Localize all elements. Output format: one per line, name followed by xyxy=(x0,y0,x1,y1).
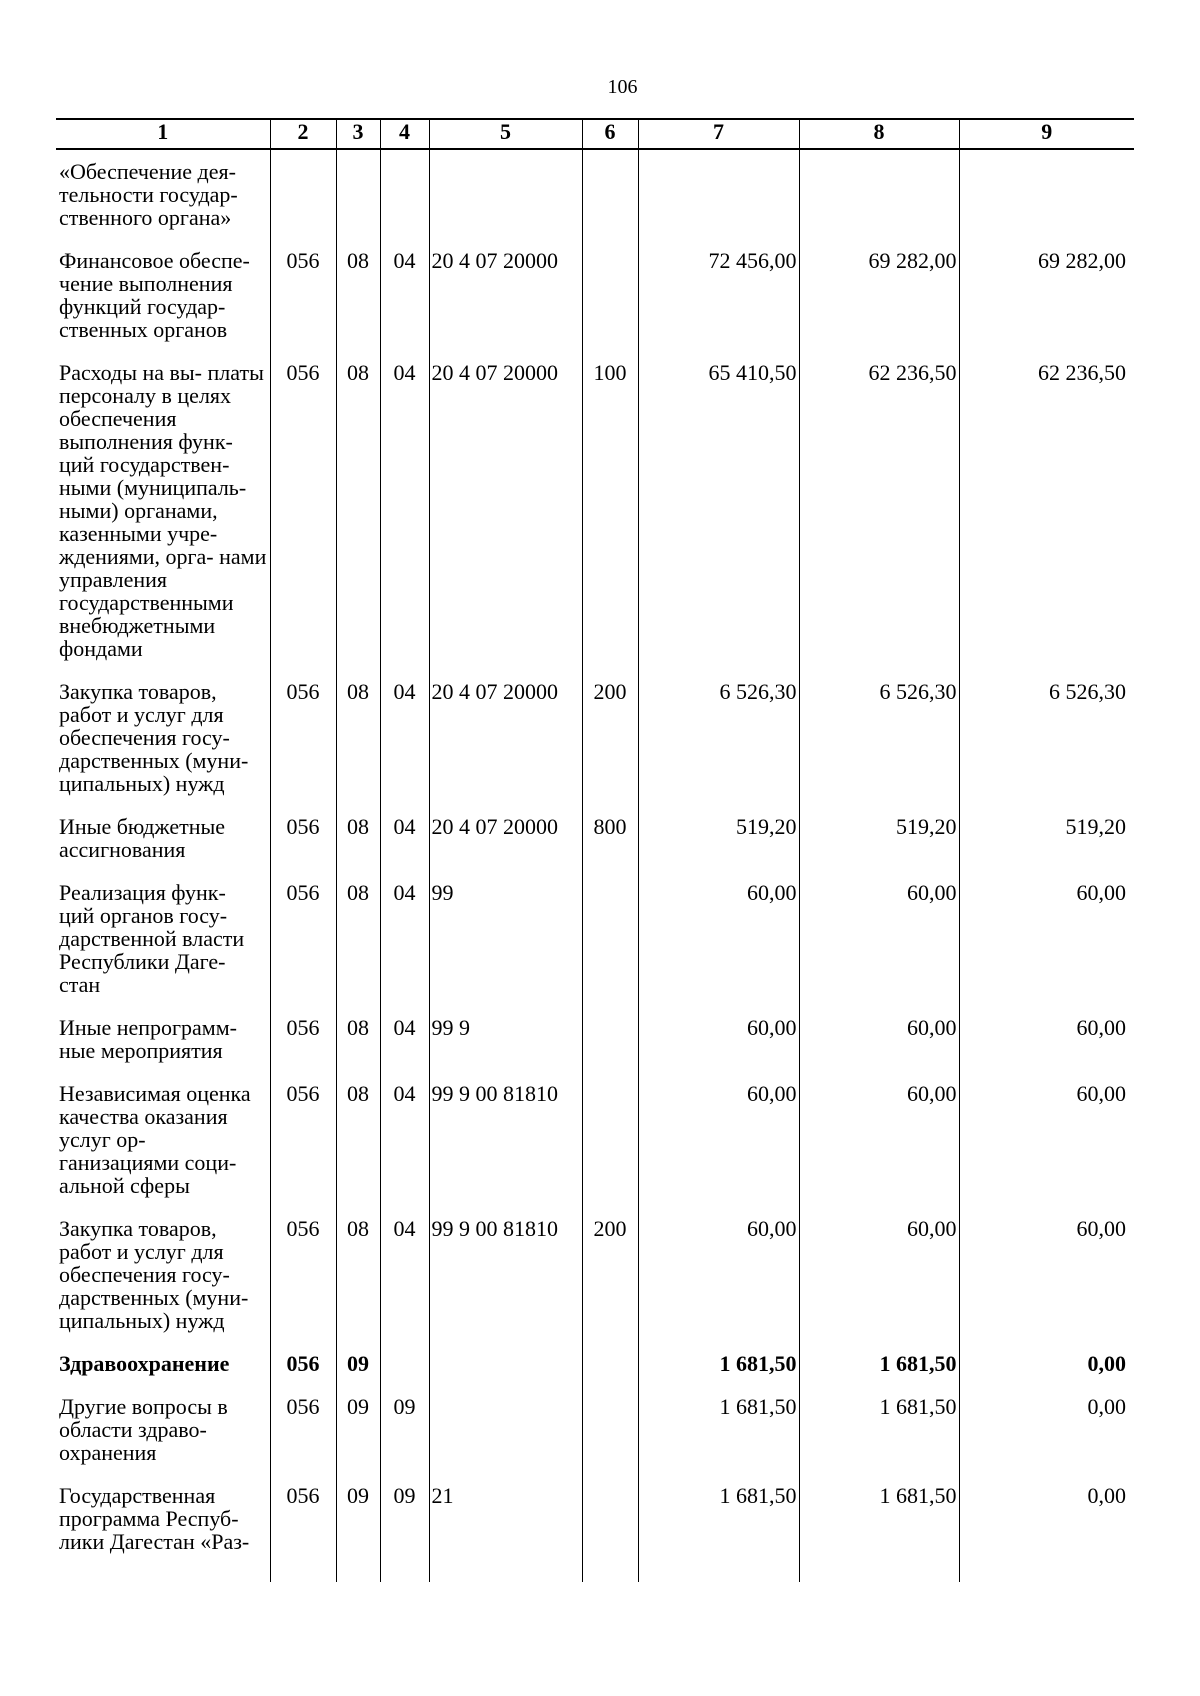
cell-code-6 xyxy=(582,1472,638,1582)
cell-amount-8: 60,00 xyxy=(799,1205,959,1340)
cell-code-4: 04 xyxy=(380,237,429,349)
cell-code-5: 99 xyxy=(429,869,582,1004)
cell-amount-9: 0,00 xyxy=(959,1340,1134,1383)
cell-amount-8: 60,00 xyxy=(799,869,959,1004)
col-header-9: 9 xyxy=(959,119,1134,149)
cell-code-5 xyxy=(429,149,582,237)
cell-code-5: 20 4 07 20000 xyxy=(429,237,582,349)
col-header-3: 3 xyxy=(336,119,380,149)
cell-code-2: 056 xyxy=(270,1070,336,1205)
col-header-1: 1 xyxy=(56,119,270,149)
table-row xyxy=(56,668,1134,803)
page-number: 106 xyxy=(607,76,638,98)
cell-code-6 xyxy=(582,149,638,237)
cell-name: Расходы на вы- платы персоналу в целях обеспечения выполнения функ- ций государствен- ными (муниципаль- ными) органами, казенными учре- ждениями, орга- нами управления государственными внебюджетными фондами xyxy=(56,349,270,668)
cell-amount-9: 0,00 xyxy=(959,1472,1134,1582)
cell-code-5: 20 4 07 20000 xyxy=(429,349,582,668)
cell-amount-8: 6 526,30 xyxy=(799,668,959,803)
cell-code-3: 08 xyxy=(336,349,380,668)
cell-code-3: 08 xyxy=(336,869,380,1004)
cell-code-4 xyxy=(380,1340,429,1383)
cell-code-2: 056 xyxy=(270,1383,336,1472)
cell-amount-7: 1 681,50 xyxy=(638,1383,799,1472)
cell-name: Другие вопросы в области здраво- охранения xyxy=(56,1383,270,1472)
cell-code-4: 04 xyxy=(380,869,429,1004)
cell-code-6 xyxy=(582,869,638,1004)
cell-code-3: 09 xyxy=(336,1340,380,1383)
cell-code-2: 056 xyxy=(270,1205,336,1340)
cell-name: Иные непрограмм- ные мероприятия xyxy=(56,1004,270,1070)
cell-code-2 xyxy=(270,149,336,237)
cell-amount-7: 519,20 xyxy=(638,803,799,869)
cell-amount-8: 69 282,00 xyxy=(799,237,959,349)
cell-amount-7: 60,00 xyxy=(638,1004,799,1070)
col-header-7: 7 xyxy=(638,119,799,149)
cell-amount-7: 60,00 xyxy=(638,1205,799,1340)
table-row xyxy=(56,237,1134,349)
cell-code-6: 200 xyxy=(582,668,638,803)
budget-table xyxy=(56,118,1134,1582)
table-row xyxy=(56,803,1134,869)
cell-code-4: 04 xyxy=(380,803,429,869)
cell-code-4: 04 xyxy=(380,349,429,668)
table-row xyxy=(56,869,1134,1004)
col-header-2: 2 xyxy=(270,119,336,149)
cell-amount-7: 60,00 xyxy=(638,869,799,1004)
cell-code-5: 21 xyxy=(429,1472,582,1582)
table-row xyxy=(56,1205,1134,1340)
cell-amount-7 xyxy=(638,149,799,237)
cell-amount-7: 60,00 xyxy=(638,1070,799,1205)
cell-code-4: 04 xyxy=(380,668,429,803)
cell-code-6 xyxy=(582,1340,638,1383)
table-row xyxy=(56,1070,1134,1205)
cell-code-6 xyxy=(582,237,638,349)
cell-amount-9: 519,20 xyxy=(959,803,1134,869)
cell-amount-9: 60,00 xyxy=(959,1004,1134,1070)
cell-name: Независимая оценка качества оказания услуг ор- ганизациями соци- альной сферы xyxy=(56,1070,270,1205)
cell-amount-8: 519,20 xyxy=(799,803,959,869)
table-row xyxy=(56,149,1134,237)
cell-code-6 xyxy=(582,1070,638,1205)
cell-code-6: 100 xyxy=(582,349,638,668)
cell-code-4 xyxy=(380,149,429,237)
cell-amount-8: 60,00 xyxy=(799,1070,959,1205)
cell-code-2: 056 xyxy=(270,869,336,1004)
cell-amount-8: 60,00 xyxy=(799,1004,959,1070)
cell-code-3: 08 xyxy=(336,1205,380,1340)
cell-code-5: 99 9 00 81810 xyxy=(429,1070,582,1205)
cell-code-2: 056 xyxy=(270,668,336,803)
cell-code-5 xyxy=(429,1383,582,1472)
cell-code-4: 04 xyxy=(380,1004,429,1070)
table-row xyxy=(56,1472,1134,1582)
cell-code-5: 20 4 07 20000 xyxy=(429,803,582,869)
cell-amount-7: 65 410,50 xyxy=(638,349,799,668)
cell-amount-9 xyxy=(959,149,1134,237)
col-header-6: 6 xyxy=(582,119,638,149)
cell-amount-7: 6 526,30 xyxy=(638,668,799,803)
cell-amount-7: 1 681,50 xyxy=(638,1340,799,1383)
cell-code-4: 09 xyxy=(380,1472,429,1582)
cell-amount-9: 0,00 xyxy=(959,1383,1134,1472)
cell-code-3: 08 xyxy=(336,1004,380,1070)
cell-amount-9: 60,00 xyxy=(959,869,1134,1004)
cell-name: Финансовое обеспе- чение выполнения функций государ- ственных органов xyxy=(56,237,270,349)
cell-amount-9: 60,00 xyxy=(959,1070,1134,1205)
cell-name: Закупка товаров, работ и услуг для обеспечения госу- дарственных (муни- ципальных) нужд xyxy=(56,668,270,803)
table-row xyxy=(56,1383,1134,1472)
header-row xyxy=(56,119,1134,149)
cell-code-3: 09 xyxy=(336,1383,380,1472)
cell-code-6 xyxy=(582,1383,638,1472)
cell-name: Реализация функ- ций органов госу- дарственной власти Республики Даге- стан xyxy=(56,869,270,1004)
cell-amount-7: 72 456,00 xyxy=(638,237,799,349)
cell-amount-9: 62 236,50 xyxy=(959,349,1134,668)
col-header-8: 8 xyxy=(799,119,959,149)
cell-code-2: 056 xyxy=(270,237,336,349)
cell-amount-8: 62 236,50 xyxy=(799,349,959,668)
cell-name: Иные бюджетные ассигнования xyxy=(56,803,270,869)
cell-code-2: 056 xyxy=(270,1004,336,1070)
cell-code-2: 056 xyxy=(270,803,336,869)
cell-code-6: 800 xyxy=(582,803,638,869)
cell-code-6 xyxy=(582,1004,638,1070)
table-row xyxy=(56,1004,1134,1070)
table-row xyxy=(56,349,1134,668)
cell-code-4: 04 xyxy=(380,1205,429,1340)
cell-code-3: 08 xyxy=(336,237,380,349)
cell-code-4: 09 xyxy=(380,1383,429,1472)
cell-code-5: 99 9 xyxy=(429,1004,582,1070)
cell-amount-9: 69 282,00 xyxy=(959,237,1134,349)
table-row xyxy=(56,1340,1134,1383)
cell-name: Здравоохранение xyxy=(56,1340,270,1383)
cell-code-3: 08 xyxy=(336,803,380,869)
cell-code-5: 99 9 00 81810 xyxy=(429,1205,582,1340)
cell-code-3: 08 xyxy=(336,1070,380,1205)
cell-amount-8: 1 681,50 xyxy=(799,1383,959,1472)
cell-amount-8: 1 681,50 xyxy=(799,1340,959,1383)
cell-amount-7: 1 681,50 xyxy=(638,1472,799,1582)
cell-amount-8: 1 681,50 xyxy=(799,1472,959,1582)
cell-code-3: 09 xyxy=(336,1472,380,1582)
cell-code-2: 056 xyxy=(270,349,336,668)
cell-amount-9: 60,00 xyxy=(959,1205,1134,1340)
cell-name: «Обеспечение дея- тельности государ- ственного органа» xyxy=(56,149,270,237)
cell-code-3: 08 xyxy=(336,668,380,803)
cell-name: Государственная программа Респуб- лики Дагестан «Раз- xyxy=(56,1472,270,1582)
cell-amount-9: 6 526,30 xyxy=(959,668,1134,803)
cell-code-2: 056 xyxy=(270,1340,336,1383)
cell-code-5: 20 4 07 20000 xyxy=(429,668,582,803)
col-header-5: 5 xyxy=(429,119,582,149)
cell-amount-8 xyxy=(799,149,959,237)
cell-code-2: 056 xyxy=(270,1472,336,1582)
cell-code-6: 200 xyxy=(582,1205,638,1340)
cell-code-4: 04 xyxy=(380,1070,429,1205)
col-header-4: 4 xyxy=(380,119,429,149)
cell-code-3 xyxy=(336,149,380,237)
cell-name: Закупка товаров, работ и услуг для обеспечения госу- дарственных (муни- ципальных) нужд xyxy=(56,1205,270,1340)
cell-code-5 xyxy=(429,1340,582,1383)
